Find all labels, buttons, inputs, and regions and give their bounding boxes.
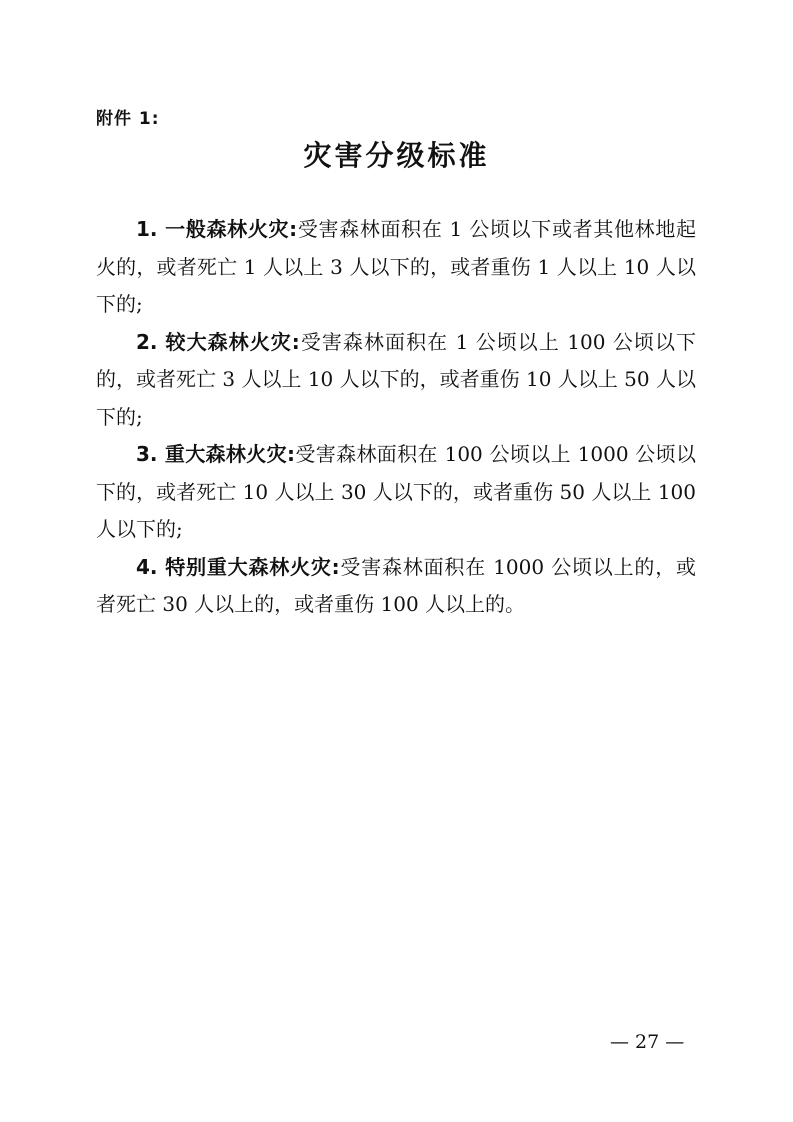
page-number: — 27 —	[610, 1031, 685, 1053]
document-body	[96, 211, 696, 624]
paragraph-text: 受害森林面积在 1 公顷以上 100 公顷以下的，或者死亡 3 人以上 10 人以下的，或者重伤 10 人以上 50 人以下的;	[96, 329, 696, 429]
paragraph-text: 受害森林面积在 1 公顷以下或者其他林地起火的，或者死亡 1 人以上 3 人以下的，或者重伤 1 人以上 10 人以下的;	[96, 217, 696, 316]
paragraph-text: 受害森林面积在 100 公顷以上 1000 公顷以下的，或者死亡 10 人以上 30 人以下的，或者重伤 50 人以上 100 人以下的;	[96, 442, 696, 541]
attachment-label: 附件 1:	[96, 109, 160, 129]
document-title: 灾害分级标准	[303, 139, 490, 172]
paragraph-text: 受害森林面积在 1000 公顷以上的，或者死亡 30 人以上的，或者重伤 100 人以上的。	[96, 554, 696, 616]
paragraph-term: 3. 重大森林火灾:	[136, 442, 295, 466]
paragraph-term: 4. 特别重大森林火灾:	[136, 554, 340, 579]
paragraph-general-fire	[96, 211, 696, 324]
paragraph-term: 2. 较大森林火灾:	[136, 329, 300, 354]
paragraph-especially-major-fire	[96, 549, 696, 624]
paragraph-larger-fire	[96, 324, 696, 437]
paragraph-term: 1. 一般森林火灾:	[136, 217, 298, 241]
paragraph-major-fire	[96, 436, 696, 549]
